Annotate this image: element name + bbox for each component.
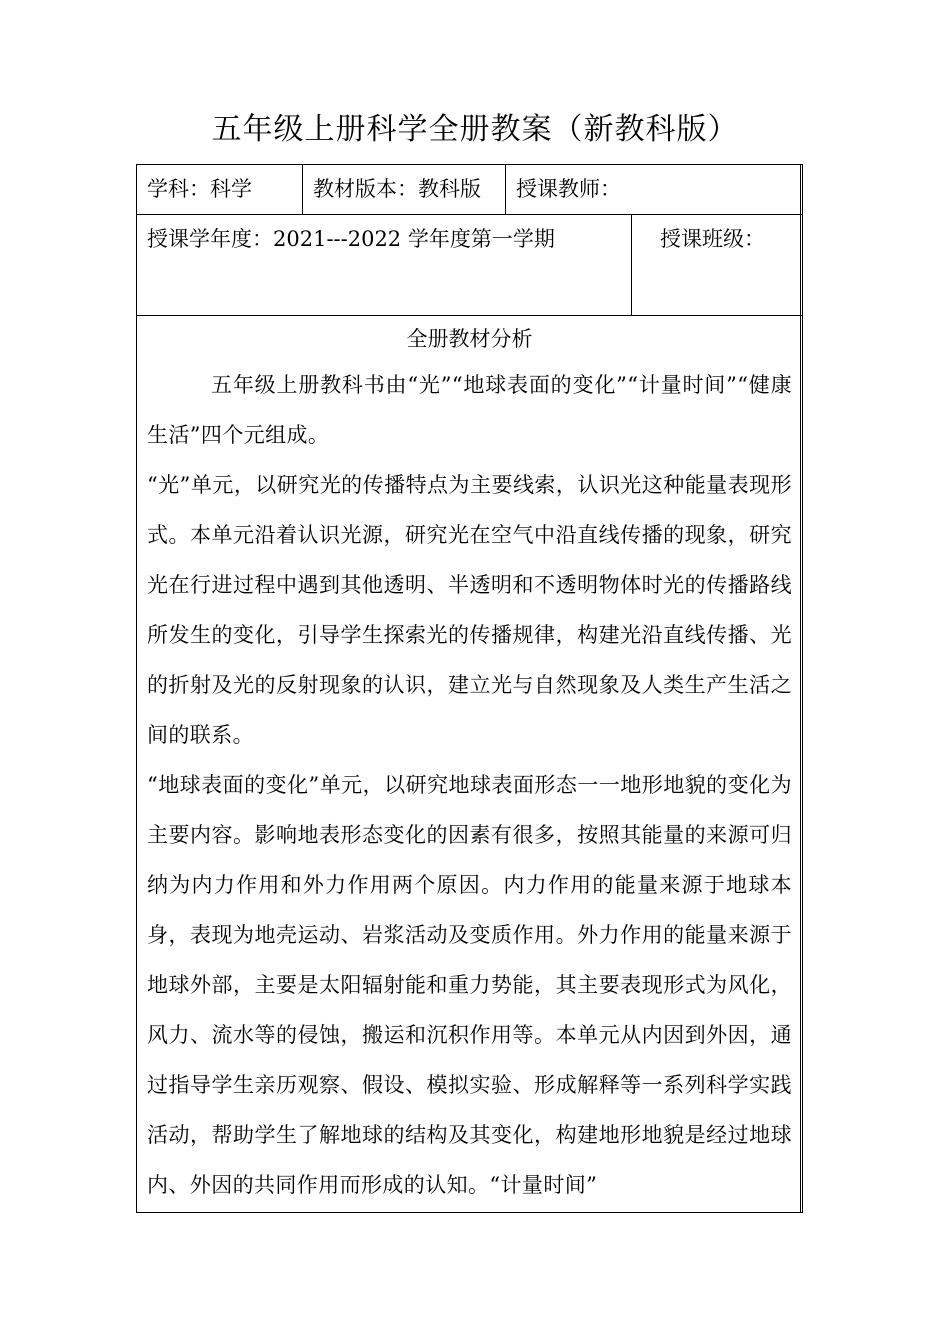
analysis-paragraph-earth-surface-unit: “地球表面的变化”单元，以研究地球表面形态一一地形地貌的变化为主要内容。影响地表形态变化的因素有很多，按照其能量的来源可归纳为内力作用和外力作用两个原因。内力作用的能量来源于地球本身，表现为地壳运动、岩浆活动及变质作用。外力作用的能量来源于地球外部，主要是太阳辐射能和重力势能，其主要表现形式为风化，风力、流水等的侵蚀，搬运和沉积作用等。本单元从内因到外因，通过指导学生亲历观察、假设、模拟实验、形成解释等一系列科学实践活动，帮助学生了解地球的结构及其变化，构建地形地貌是经过地球内、外因的共同作用而形成的认知。“计量时间” xyxy=(147,773,792,1197)
analysis-paragraph-light-unit: “光”单元，以研究光的传播特点为主要线索，认识光这种能量表现形式。本单元沿着认识光源，研究光在空气中沿直线传播的现象，研究光在行进过程中遇到其他透明、半透明和不透明物体时光的传播路线所发生的变化，引导学生探索光的传播规律，构建光沿直线传播、光的折射及光的反射现象的认识，建立光与自然现象及人类生产生活之间的联系。 xyxy=(147,473,792,747)
analysis-paragraph-overview: 五年级上册教科书由“光”“地球表面的变化”“计量时间”“健康生活”四个元组成。 xyxy=(147,373,792,447)
school-year-label: 授课学年度：2021---2022 学年度第一学期 xyxy=(147,227,555,251)
class-cell xyxy=(631,214,803,316)
teacher-cell xyxy=(505,164,803,215)
subject-label: 学科：科学 xyxy=(147,177,252,201)
teacher-label: 授课教师： xyxy=(516,177,621,201)
textbook-version-label: 教材版本：教科版 xyxy=(313,177,481,201)
subject-cell xyxy=(136,164,303,215)
textbook-version-cell xyxy=(302,164,506,215)
class-label: 授课班级： xyxy=(660,227,765,251)
school-year-cell xyxy=(136,214,632,316)
table-right-border xyxy=(800,164,801,1213)
document-title: 五年级上册科学全册教案（新教科版） xyxy=(211,112,739,147)
analysis-heading: 全册教材分析 xyxy=(406,327,533,351)
textbook-analysis-section xyxy=(136,315,803,1213)
